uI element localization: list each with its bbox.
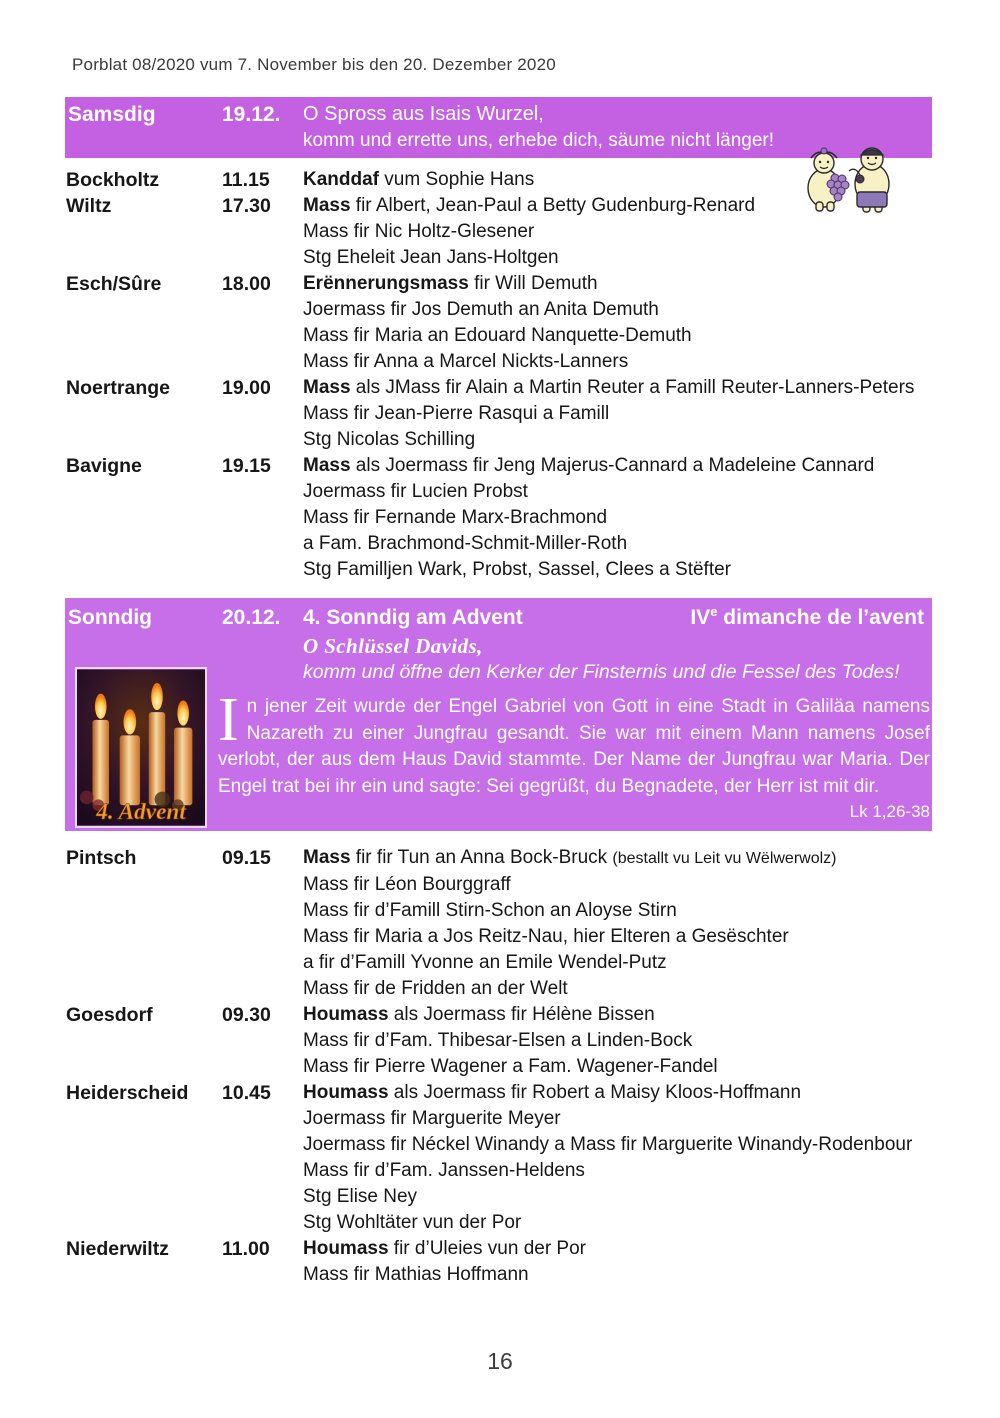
mass-description: Houmass als Joermass fir Hélène Bissen <box>303 1004 655 1025</box>
time-label <box>222 349 303 375</box>
location-label: Goesdorf <box>66 1004 153 1026</box>
schedule-row <box>66 872 932 898</box>
mass-description: Mass fir Pierre Wagener a Fam. Wagener-Fandel <box>303 1056 718 1077</box>
schedule-row <box>66 375 932 401</box>
location-label <box>66 976 222 1002</box>
location-label <box>66 323 222 349</box>
location-label: Niederwiltz <box>66 1238 169 1260</box>
time-label: 11.00 <box>222 1238 270 1260</box>
mass-description: a Fam. Brachmond-Schmit-Miller-Roth <box>303 533 628 554</box>
advent-candles-image <box>75 667 207 828</box>
time-label <box>222 557 303 583</box>
mass-description: Erënnerungsmass fir Will Demuth <box>303 273 598 294</box>
mass-description: Mass fir Maria an Edouard Nanquette-Demuth <box>303 325 692 346</box>
sunday-schedule <box>66 845 932 1288</box>
mass-description: Mass fir fir Tun an Anna Bock-Bruck (bestallt vu Leit vu Wëlwerwolz) <box>303 847 837 868</box>
schedule-row <box>66 1132 932 1158</box>
location-label <box>66 1132 222 1158</box>
mass-description: Joermass fir Marguerite Meyer <box>303 1108 561 1129</box>
time-label: 19.00 <box>222 377 271 399</box>
gospel-text: In jener Zeit wurde der Engel Gabriel von Gott in eine Stadt in Galiläa namens Nazareth zu einer Jungfrau gesandt. Sie war mit einem Mann namens Josef verlobt, der aus dem Haus David stammte. Der Name der Jungfrau war Maria. Der Engel trat bei ihr ein und sagte: Sei gegrüßt, du Begnadete, der Herr ist mit dir. Lk 1,26-38 <box>218 694 930 824</box>
saturday-date: 19.12. <box>222 103 281 126</box>
sunday-antiphon-text: komm und öffne den Kerker der Finsternis und die Fessel des Todes! <box>303 661 900 683</box>
time-label <box>222 297 303 323</box>
time-label <box>222 1184 303 1210</box>
sunday-title: 4. Sonndig am Advent <box>303 606 523 629</box>
schedule-row <box>66 845 932 872</box>
time-label <box>222 245 303 271</box>
mass-description: Mass fir Anna a Marcel Nickts-Lanners <box>303 351 629 372</box>
location-label: Bavigne <box>66 455 142 477</box>
location-label: Wiltz <box>66 195 112 217</box>
schedule-row <box>66 349 932 375</box>
time-label <box>222 976 303 1002</box>
schedule-row <box>66 976 932 1002</box>
location-label <box>66 1028 222 1054</box>
page-number: 16 <box>487 1348 513 1374</box>
mass-description: Joermass fir Jos Demuth an Anita Demuth <box>303 299 659 320</box>
time-label <box>222 1262 303 1288</box>
time-label <box>222 1210 303 1236</box>
saturday-antiphon-line2: komm und errette uns, erhebe dich, säume nicht länger! <box>303 130 775 151</box>
schedule-row <box>66 245 932 271</box>
schedule-row <box>66 219 932 245</box>
schedule-row <box>66 1236 932 1262</box>
schedule-row <box>66 950 932 976</box>
sunday-antiphon-title: O Schlüssel Davids, <box>303 634 483 658</box>
location-label <box>66 401 222 427</box>
location-label <box>66 1054 222 1080</box>
mass-description: a fir d’Famill Yvonne an Emile Wendel-Putz <box>303 952 667 973</box>
mass-description: Mass als JMass fir Alain a Martin Reuter a Famill Reuter-Lanners-Peters <box>303 377 915 398</box>
schedule-row <box>66 1054 932 1080</box>
schedule-row <box>66 479 932 505</box>
mass-description: Houmass fir d’Uleies vun der Por <box>303 1238 586 1259</box>
time-label <box>222 924 303 950</box>
sunday-date: 20.12. <box>222 606 281 629</box>
location-label <box>66 427 222 453</box>
location-label <box>66 950 222 976</box>
time-label <box>222 401 303 427</box>
page-title: Porblat 08/2020 vum 7. November bis den 20. Dezember 2020 <box>72 55 556 74</box>
location-label <box>66 924 222 950</box>
mass-description: Kanddaf vum Sophie Hans <box>303 169 535 190</box>
time-label <box>222 1158 303 1184</box>
schedule-row <box>66 427 932 453</box>
mass-description: Mass fir Léon Bourggraff <box>303 874 511 895</box>
mass-description: Stg Eheleit Jean Jans-Holtgen <box>303 247 559 268</box>
time-label <box>222 479 303 505</box>
schedule-row <box>66 1002 932 1028</box>
location-label <box>66 898 222 924</box>
mass-description: Mass fir d’Fam. Thibesar-Elsen a Linden-Bock <box>303 1030 693 1051</box>
mass-description: Mass fir Fernande Marx-Brachmond <box>303 507 608 528</box>
schedule-row <box>66 557 932 583</box>
mass-description: Stg Familljen Wark, Probst, Sassel, Clees a Stëfter <box>303 559 732 580</box>
location-label: Heiderscheid <box>66 1082 189 1104</box>
mass-description: Joermass fir Lucien Probst <box>303 481 528 502</box>
saturday-day-label: Samsdig <box>68 103 156 126</box>
mass-description: Joermass fir Néckel Winandy a Mass fir Marguerite Winandy-Rodenbour <box>303 1134 913 1155</box>
mass-description: Mass fir Maria a Jos Reitz-Nau, hier Elteren a Gesëschter <box>303 926 789 947</box>
schedule-row <box>66 1262 932 1288</box>
schedule-row <box>66 898 932 924</box>
location-label <box>66 1210 222 1236</box>
mass-note: (bestallt vu Leit vu Wëlwerwolz) <box>612 850 837 867</box>
time-label: 19.15 <box>222 455 271 477</box>
time-label: 09.15 <box>222 847 271 869</box>
schedule-row <box>66 1080 932 1106</box>
schedule-row <box>66 453 932 479</box>
schedule-row <box>66 271 932 297</box>
location-label: Pintsch <box>66 847 137 869</box>
time-label <box>222 323 303 349</box>
time-label <box>222 219 303 245</box>
time-label: 17.30 <box>222 195 271 217</box>
schedule-row <box>66 193 932 219</box>
schedule-row <box>66 1158 932 1184</box>
location-label: Esch/Sûre <box>66 273 162 295</box>
sunday-title-french: IVe dimanche de l’avent <box>690 604 924 629</box>
location-label <box>66 1106 222 1132</box>
mass-description: Stg Elise Ney <box>303 1186 418 1207</box>
mass-description: Mass fir Albert, Jean-Paul a Betty Gudenburg-Renard <box>303 195 756 216</box>
time-label <box>222 1132 303 1158</box>
saturday-antiphon-line1: O Spross aus Isais Wurzel, <box>303 103 544 125</box>
time-label: 10.45 <box>222 1082 271 1104</box>
time-label <box>222 950 303 976</box>
time-label <box>222 872 303 898</box>
location-label <box>66 479 222 505</box>
schedule-row <box>66 323 932 349</box>
sunday-banner <box>65 598 932 831</box>
mass-description: Mass fir d’Famill Stirn-Schon an Aloyse Stirn <box>303 900 677 921</box>
gospel-dropcap: I <box>218 686 239 754</box>
saturday-schedule <box>66 167 932 583</box>
schedule-row <box>66 924 932 950</box>
schedule-row <box>66 297 932 323</box>
schedule-row <box>66 401 932 427</box>
schedule-row <box>66 1184 932 1210</box>
time-label <box>222 531 303 557</box>
location-label <box>66 1158 222 1184</box>
sunday-day-label: Sonndig <box>68 606 152 629</box>
location-label <box>66 219 222 245</box>
time-label <box>222 1106 303 1132</box>
mass-description: Mass fir d’Fam. Janssen-Heldens <box>303 1160 585 1181</box>
location-label <box>66 1262 222 1288</box>
location-label: Noertrange <box>66 377 171 399</box>
mass-description: Mass als Joermass fir Jeng Majerus-Cannard a Madeleine Cannard <box>303 455 875 476</box>
schedule-row <box>66 1028 932 1054</box>
time-label <box>222 1054 303 1080</box>
time-label: 18.00 <box>222 273 271 295</box>
schedule-row <box>66 531 932 557</box>
time-label <box>222 427 303 453</box>
location-label <box>66 505 222 531</box>
mass-description: Mass fir de Fridden an der Welt <box>303 978 568 999</box>
location-label <box>66 557 222 583</box>
location-label <box>66 297 222 323</box>
schedule-row <box>66 505 932 531</box>
mass-description: Stg Nicolas Schilling <box>303 429 476 450</box>
time-label: 09.30 <box>222 1004 271 1026</box>
time-label <box>222 505 303 531</box>
gospel-reference: Lk 1,26-38 <box>849 802 930 821</box>
location-label: Bockholtz <box>66 169 160 191</box>
mass-description: Houmass als Joermass fir Robert a Maisy Kloos-Hoffmann <box>303 1082 802 1103</box>
schedule-row <box>66 1210 932 1236</box>
location-label <box>66 1184 222 1210</box>
time-label: 11.15 <box>222 169 270 191</box>
mass-description: Mass fir Jean-Pierre Rasqui a Famill <box>303 403 610 424</box>
location-label <box>66 245 222 271</box>
location-label <box>66 531 222 557</box>
mass-description: Mass fir Mathias Hoffmann <box>303 1264 529 1285</box>
advent-caption: 4. Advent <box>96 798 186 825</box>
mass-description: Stg Wohltäter vun der Por <box>303 1212 522 1233</box>
location-label <box>66 872 222 898</box>
time-label <box>222 898 303 924</box>
schedule-row <box>66 1106 932 1132</box>
time-label <box>222 1028 303 1054</box>
schedule-row <box>66 167 932 193</box>
location-label <box>66 349 222 375</box>
mass-description: Mass fir Nic Holtz-Glesener <box>303 221 535 242</box>
